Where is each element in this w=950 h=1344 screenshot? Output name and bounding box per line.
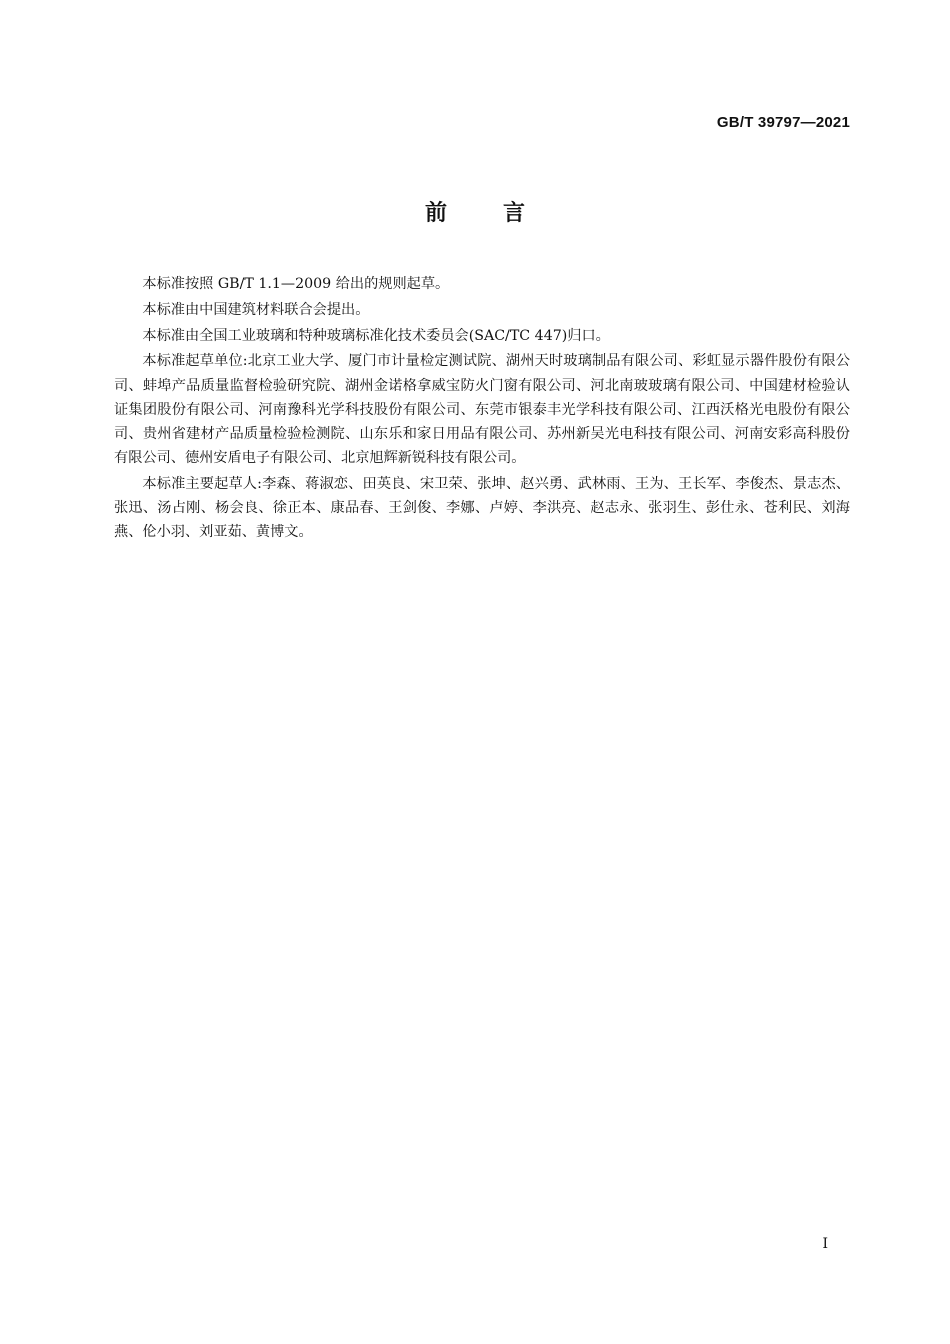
paragraph-committee: 本标准由全国工业玻璃和特种玻璃标准化技术委员会(SAC/TC 447)归口。 bbox=[142, 327, 610, 344]
foreword-body bbox=[114, 272, 850, 546]
paragraph-proposer: 本标准由中国建筑材料联合会提出。 bbox=[142, 301, 370, 318]
standard-code: GB/T 39797—2021 bbox=[716, 114, 850, 131]
paragraph-drafting-units: 本标准起草单位:北京工业大学、厦门市计量检定测试院、湖州天时玻璃制品有限公司、彩虹显示器件股份有限公司、蚌埠产品质量监督检验研究院、湖州金诺格拿威宝防火门窗有限公司、河北南玻玻璃有限公司、中国建材检验认证集团股份有限公司、河南豫科光学科技股份有限公司、东莞市银泰丰光学科技有限公司、江西沃格光电股份有限公司、贵州省建材产品质量检验检测院、山东乐和家日用品有限公司、苏州新吴光电科技有限公司、河南安彩高科股份有限公司、德州安盾电子有限公司、北京旭辉新锐科技有限公司。 bbox=[114, 353, 850, 467]
page-number: I bbox=[822, 1236, 828, 1252]
paragraph-drafters: 本标准主要起草人:李森、蒋淑恋、田英良、宋卫荣、张坤、赵兴勇、武林雨、王为、王长军、李俊杰、景志杰、张迅、汤占刚、杨会良、徐正本、康品春、王剑俊、李娜、卢婷、李洪亮、赵志永、张羽生、彭仕永、苍利民、刘海燕、伦小羽、刘亚茹、黄博文。 bbox=[114, 476, 850, 541]
paragraph-drafting-rules: 本标准按照 GB/T 1.1—2009 给出的规则起草。 bbox=[142, 276, 450, 292]
page-title: 前言 bbox=[424, 201, 581, 226]
